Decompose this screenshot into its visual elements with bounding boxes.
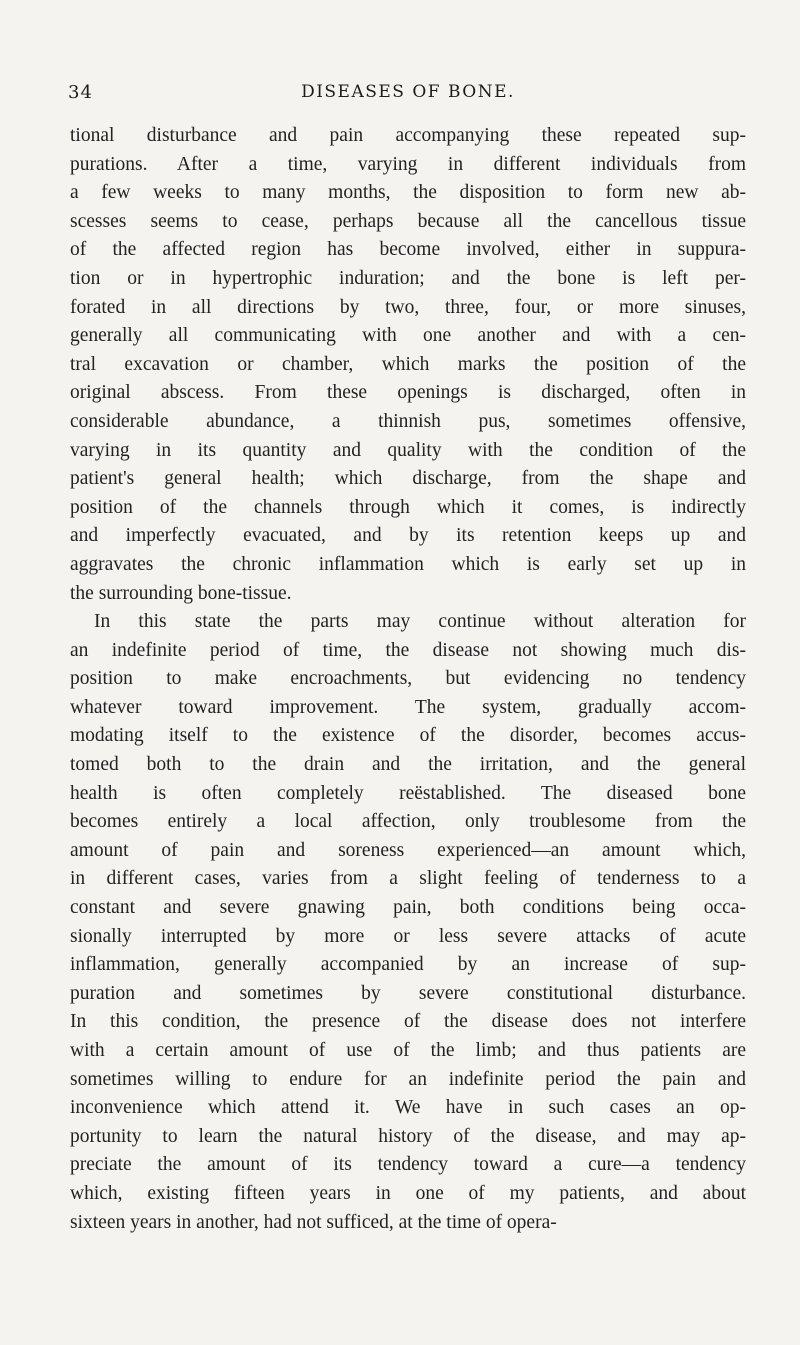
text-line: preciate the amount of its tendency toward a cure—a tendency <box>70 1154 746 1176</box>
text-line: whatever toward improvement. The system, gradually accom- <box>70 696 746 718</box>
text-line: sometimes willing to endure for an indefinite period the pain and <box>70 1068 746 1090</box>
text-line: in different cases, varies from a slight feeling of tenderness to a <box>70 868 746 890</box>
text-line: becomes entirely a local affection, only troublesome from the <box>70 811 746 833</box>
text-line: a few weeks to many months, the disposition to form new ab- <box>70 182 746 204</box>
text-line: which, existing fifteen years in one of my patients, and about <box>70 1182 746 1204</box>
text-line: position of the channels through which it comes, is indirectly <box>70 496 746 518</box>
text-line: sixteen years in another, had not sufficed, at the time of opera- <box>70 1211 557 1233</box>
text-line: scesses seems to cease, perhaps because all the cancellous tissue <box>70 210 746 232</box>
text-line: purations. After a time, varying in different individuals from <box>70 153 746 175</box>
text-line: tomed both to the drain and the irritation, and the general <box>70 754 746 776</box>
text-line: puration and sometimes by severe constitutional disturbance. <box>70 982 746 1004</box>
page-header <box>68 82 748 110</box>
text-line: with a certain amount of use of the limb; and thus patients are <box>70 1040 746 1061</box>
text-line: aggravates the chronic inflammation which is early set up in <box>70 553 746 575</box>
text-line: sionally interrupted by more or less severe attacks of acute <box>70 925 746 947</box>
text-line: health is often completely reëstablished. The diseased bone <box>70 782 746 804</box>
text-line: tral excavation or chamber, which marks the position of the <box>70 353 746 375</box>
page-number: 34 <box>68 82 93 103</box>
text-line: the surrounding bone-tissue. <box>70 582 292 604</box>
text-line: tion or in hypertrophic induration; and the bone is left per- <box>70 267 746 289</box>
text-line: amount of pain and soreness experienced—an amount which, <box>70 839 746 861</box>
text-line: constant and severe gnawing pain, both conditions being occa- <box>70 897 746 919</box>
text-line: In this condition, the presence of the disease does not interfere <box>70 1011 746 1033</box>
text-line: generally all communicating with one another and with a cen- <box>70 325 746 347</box>
text-line: varying in its quantity and quality with the condition of the <box>70 439 746 461</box>
text-line: tional disturbance and pain accompanying these repeated sup- <box>70 125 746 146</box>
text-line: original abscess. From these openings is discharged, often in <box>70 382 746 404</box>
body-text <box>70 122 746 1237</box>
text-line: patient's general health; which discharge, from the shape and <box>70 468 746 490</box>
text-line: portunity to learn the natural history of the disease, and may ap- <box>70 1125 746 1147</box>
text-line: position to make encroachments, but evidencing no tendency <box>70 668 746 690</box>
text-line: and imperfectly evacuated, and by its retention keeps up and <box>70 525 746 547</box>
text-line: of the affected region has become involved, either in suppura- <box>70 239 746 261</box>
text-line: forated in all directions by two, three, four, or more sinuses, <box>70 296 746 318</box>
text-line: modating itself to the existence of the disorder, becomes accus- <box>70 725 746 747</box>
text-line: In this state the parts may continue without alteration for <box>94 611 746 633</box>
text-line: inflammation, generally accompanied by an increase of sup- <box>70 954 746 976</box>
running-head: DISEASES OF BONE. <box>301 82 515 102</box>
text-line: inconvenience which attend it. We have in such cases an op- <box>70 1097 746 1119</box>
text-line: considerable abundance, a thinnish pus, sometimes offensive, <box>70 410 746 432</box>
text-line: an indefinite period of time, the disease not showing much dis- <box>70 639 746 661</box>
